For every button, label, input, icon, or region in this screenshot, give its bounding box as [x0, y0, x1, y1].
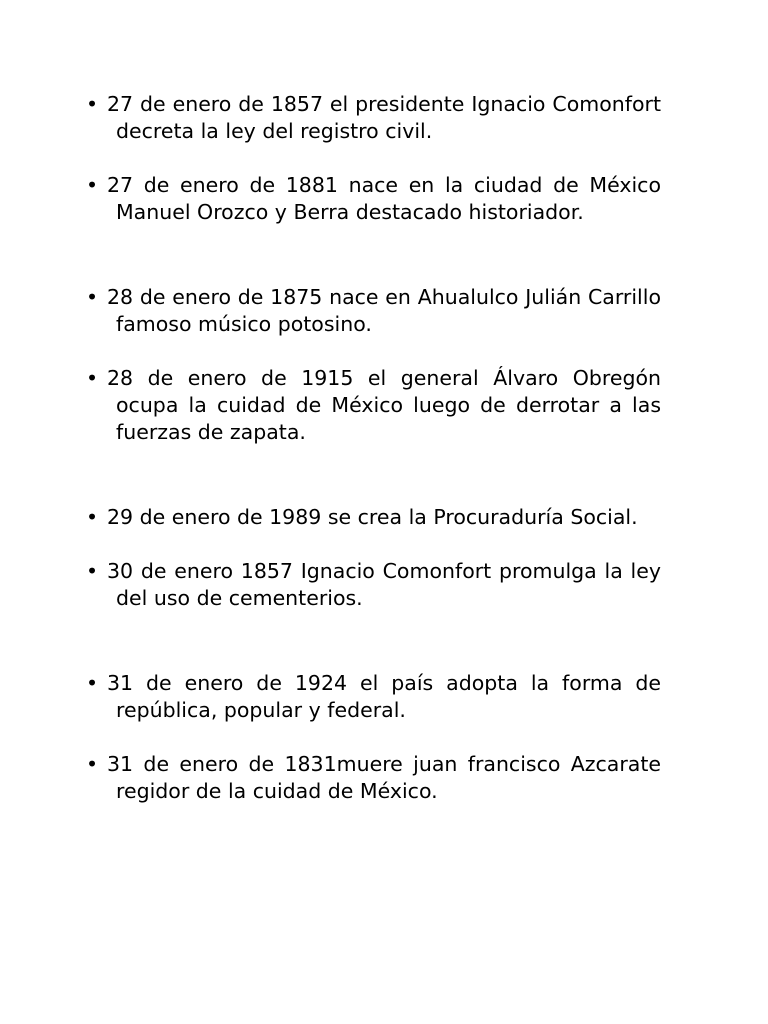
- list-item-text: 27 de enero de 1857 el presidente Ignacio Comonfort decreta la ley del registro civil.: [107, 92, 661, 143]
- bullet-icon: •: [86, 173, 99, 197]
- spacer: [86, 724, 661, 751]
- list-item-text: 31 de enero de 1924 el país adopta la forma de república, popular y federal.: [107, 671, 661, 722]
- list-item: [86, 365, 661, 446]
- bullet-icon: •: [86, 752, 99, 776]
- list-item-text: 28 de enero de 1875 nace en Ahualulco Julián Carrillo famoso músico potosino.: [107, 285, 661, 336]
- bullet-icon: •: [86, 671, 99, 695]
- list-item-text: 29 de enero de 1989 se crea la Procuraduría Social.: [107, 505, 638, 529]
- bullet-icon: •: [86, 505, 99, 529]
- list-item-text: 30 de enero 1857 Ignacio Comonfort promulga la ley del uso de cementerios.: [107, 559, 661, 610]
- list-item-text: 28 de enero de 1915 el general Álvaro Obregón ocupa la cuidad de México luego de derrotar a las fuerzas de zapata.: [107, 366, 661, 444]
- bullet-icon: •: [86, 559, 99, 583]
- bullet-icon: •: [86, 92, 99, 116]
- list-item: [86, 670, 661, 724]
- list-item: [86, 284, 661, 338]
- list-item-text: 31 de enero de 1831muere juan francisco Azcarate regidor de la cuidad de México.: [107, 752, 661, 803]
- spacer: [86, 145, 661, 172]
- list-item-text: 27 de enero de 1881 nace en la ciudad de México Manuel Orozco y Berra destacado historiador.: [107, 173, 661, 224]
- list-item: [86, 751, 661, 805]
- list-item: [86, 504, 661, 531]
- bullet-icon: •: [86, 366, 99, 390]
- list-item: [86, 91, 661, 145]
- event-list: [86, 91, 661, 805]
- spacer: [86, 226, 661, 284]
- spacer: [86, 612, 661, 670]
- bullet-icon: •: [86, 285, 99, 309]
- spacer: [86, 446, 661, 504]
- list-item: [86, 172, 661, 226]
- list-item: [86, 558, 661, 612]
- spacer: [86, 531, 661, 558]
- spacer: [86, 338, 661, 365]
